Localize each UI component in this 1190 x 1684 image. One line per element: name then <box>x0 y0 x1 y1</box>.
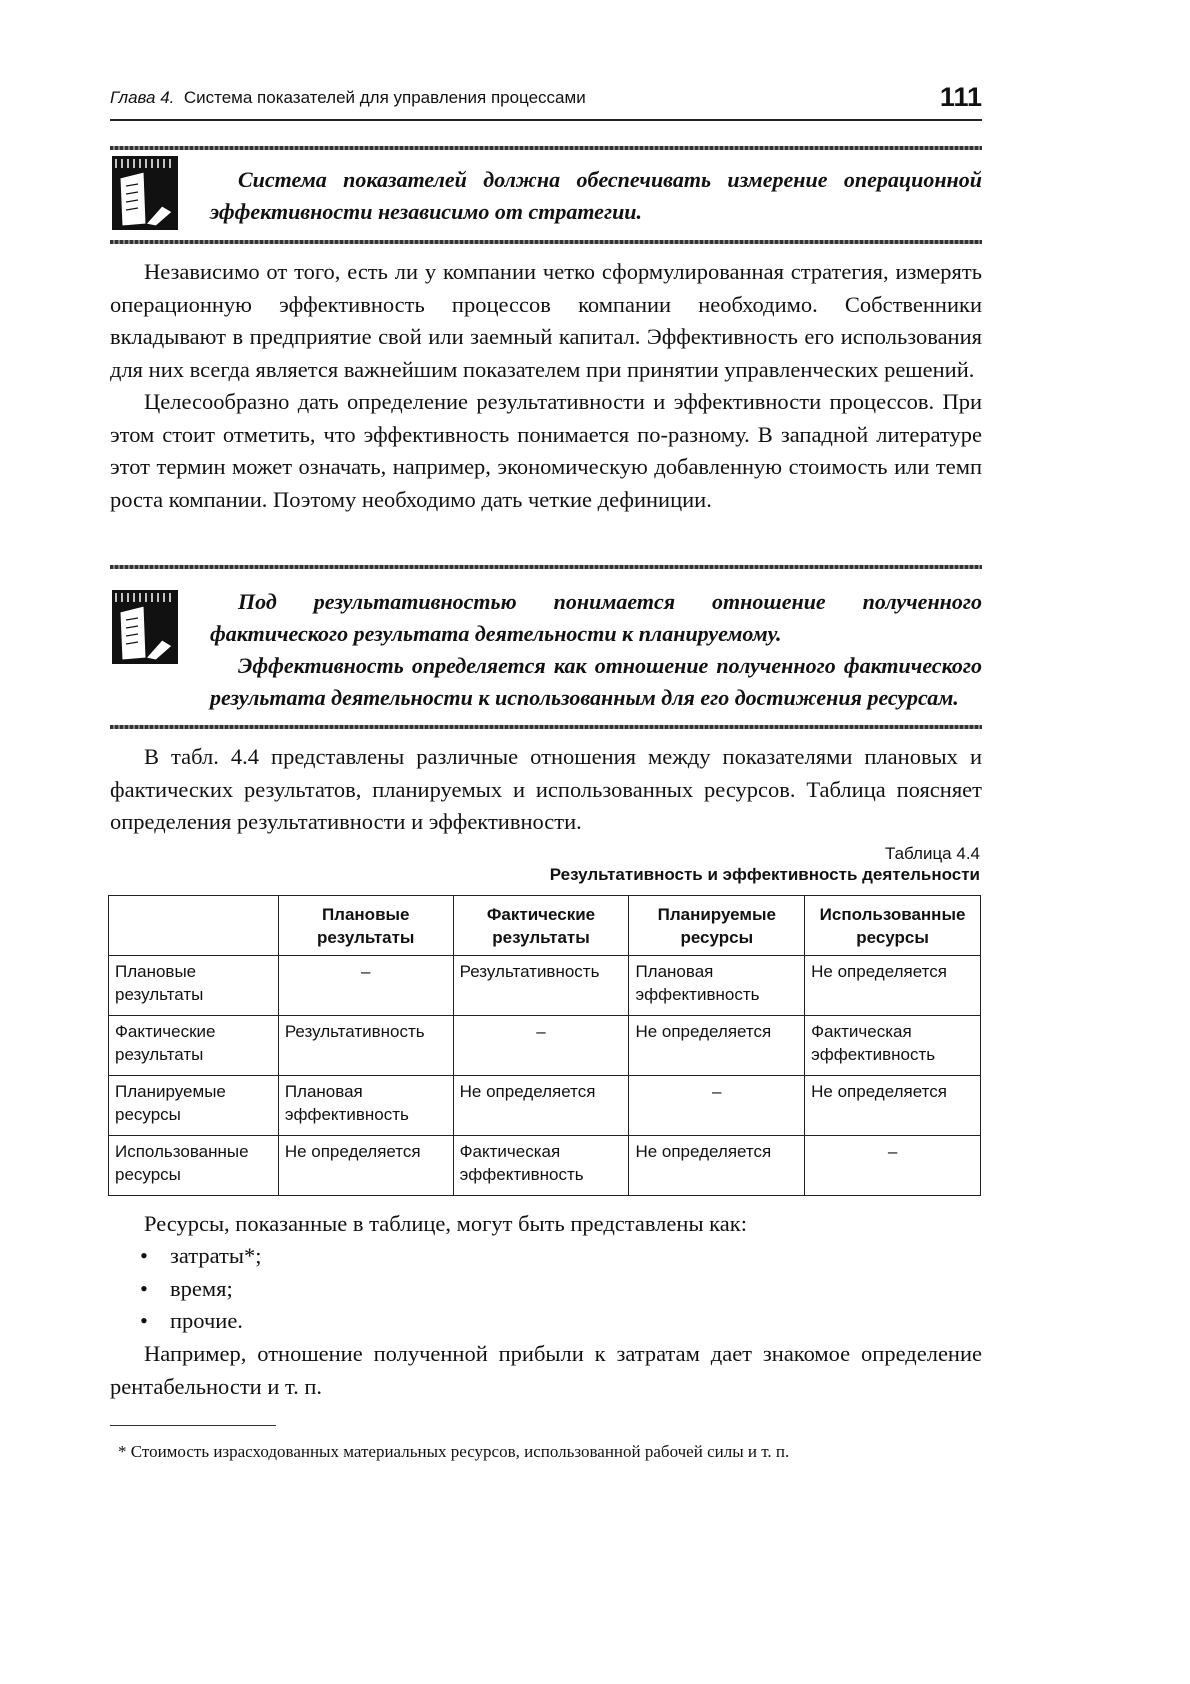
callout-top-rule <box>110 146 982 150</box>
table-cell: – <box>453 1016 629 1076</box>
resources-list <box>140 1240 262 1338</box>
list-item: • время; <box>140 1275 233 1301</box>
definition-callout <box>210 586 982 714</box>
running-header <box>110 82 982 112</box>
definition-efficiency: Эффективность определяется как отношение полученного фактического результата деятельности к использованным для его достижения ресурсам. <box>210 653 982 710</box>
table-row <box>109 956 981 1016</box>
paragraph: Целесообразно дать определение результативности и эффективности процессов. При этом стоит отметить, что эффективность понимается по-разному. В западной литературе этот термин может означать, например, экономическую добавленную стоимость или темп роста компании. Поэтому необходимо дать четкие дефиниции. <box>110 389 982 512</box>
header-cell: Фактические результаты <box>453 896 629 956</box>
paragraph: Независимо от того, есть ли у компании четко сформулированная стратегия, измерять операционную эффективность процессов компании необходимо. Собственники вкладывают в предприятие свой или заемный капитал. Эффективность его использования для них всегда является важнейшим показателем при принятии управленческих решений. <box>110 259 982 382</box>
table-row <box>109 1136 981 1196</box>
table-cell: Не определяется <box>629 1136 805 1196</box>
table-cell: Не определяется <box>278 1136 453 1196</box>
book-icon <box>112 590 178 664</box>
header-cell <box>109 896 279 956</box>
callout-statement <box>210 164 982 228</box>
paragraph: Например, отношение полученной прибыли к затратам дает знакомое определение рентабельности и т. п. <box>110 1341 982 1399</box>
table-cell: Фактическая эффективность <box>805 1016 981 1076</box>
table-number: Таблица 4.4 <box>884 844 980 863</box>
header-cell: Планируемые ресурсы <box>629 896 805 956</box>
header-cell: Плановые результаты <box>278 896 453 956</box>
row-label: Плановые результаты <box>109 956 279 1016</box>
table-cell: Результативность <box>278 1016 453 1076</box>
table-cell: – <box>278 956 453 1016</box>
table-cell: Фактическая эффективность <box>453 1136 629 1196</box>
definition-effectiveness: Под результативностью понимается отношение полученного фактического результата деятельности к планируемому. <box>210 589 982 646</box>
row-label: Использованные ресурсы <box>109 1136 279 1196</box>
table-title: Результативность и эффективность деятельности <box>549 865 980 884</box>
page-number: 111 <box>939 82 982 112</box>
table-caption <box>110 843 980 885</box>
list-item: • затраты*; <box>140 1243 262 1268</box>
table-cell: Плановая эффективность <box>278 1076 453 1136</box>
list-item-text: прочие. <box>170 1308 243 1333</box>
paragraph: Ресурсы, показанные в таблице, могут быть представлены как: <box>144 1211 747 1236</box>
table-row <box>109 1016 981 1076</box>
chapter-label: Глава 4. <box>110 88 175 107</box>
row-label: Фактические результаты <box>109 1016 279 1076</box>
table-cell: Плановая эффективность <box>629 956 805 1016</box>
table-header-row <box>109 896 981 956</box>
callout-top-rule <box>110 565 982 569</box>
footnote-rule <box>110 1425 276 1426</box>
book-icon <box>112 156 178 230</box>
callout-bottom-rule <box>110 725 982 729</box>
table-intro <box>110 741 982 839</box>
table-cell: Не определяется <box>805 1076 981 1136</box>
body-paragraphs <box>110 256 982 516</box>
chapter-title: Система показателей для управления процессами <box>183 88 586 107</box>
row-label: Планируемые ресурсы <box>109 1076 279 1136</box>
paragraph: В табл. 4.4 представлены различные отношения между показателями плановых и фактических результатов, планируемых и использованных ресурсов. Таблица поясняет определения результативности и эффективности. <box>110 744 982 834</box>
table-cell: – <box>629 1076 805 1136</box>
list-item-text: время; <box>170 1275 233 1301</box>
header-rule <box>110 119 982 121</box>
table-cell: – <box>805 1136 981 1196</box>
list-item: • прочие. <box>140 1308 243 1333</box>
table-cell: Результативность <box>453 956 629 1016</box>
table-cell: Не определяется <box>805 956 981 1016</box>
table-row <box>109 1076 981 1136</box>
footnote: * Стоимость израсходованных материальных ресурсов, использованной рабочей силы и т. п. <box>118 1442 790 1461</box>
callout-bottom-rule <box>110 240 982 244</box>
header-cell: Использованные ресурсы <box>805 896 981 956</box>
results-efficiency-table <box>108 895 981 1196</box>
resources-intro <box>110 1208 982 1241</box>
example-paragraph <box>110 1338 982 1403</box>
table-cell: Не определяется <box>629 1016 805 1076</box>
list-item-text: затраты*; <box>170 1243 262 1268</box>
callout-text: Система показателей должна обеспечивать измерение операционной эффективности независимо от стратегии. <box>210 167 982 224</box>
table-cell: Не определяется <box>453 1076 629 1136</box>
